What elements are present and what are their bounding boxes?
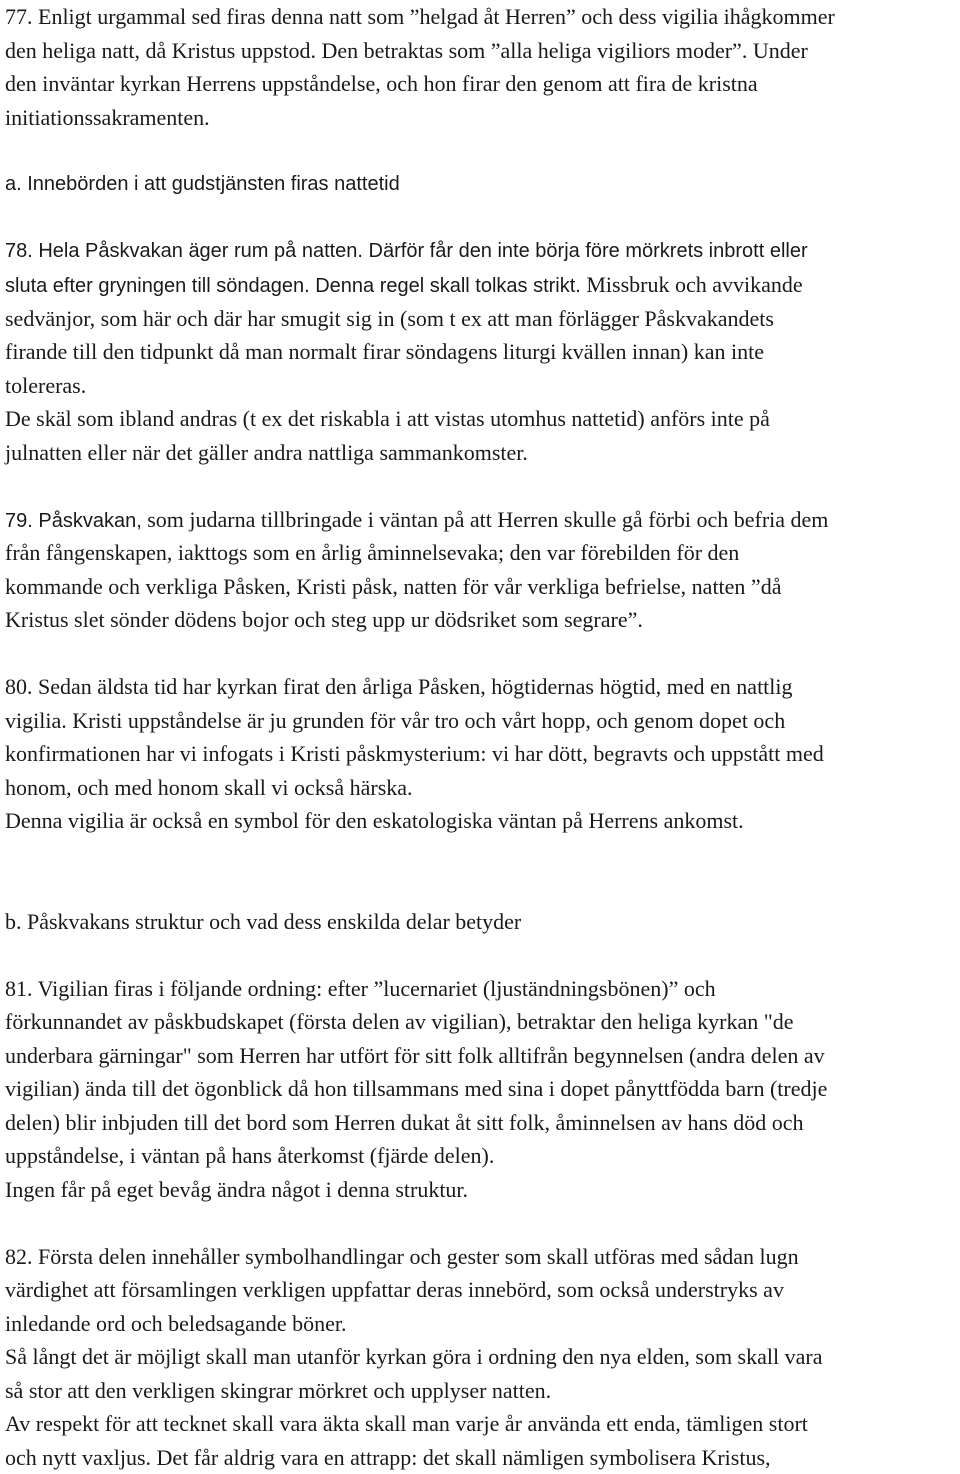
text-line: tolereras. <box>5 372 87 398</box>
paragraph-79 <box>5 503 955 637</box>
text-line: Så långt det är möjligt skall man utanför kyrkan göra i ordning den nya elden, som skall vara <box>5 1344 823 1369</box>
text-line: från fångenskapen, iakttogs som en årlig åminnelsevaka; den var förebilden för den <box>5 540 740 565</box>
text-line: 82. Första delen innehåller symbolhandlingar och gester som skall utföras med sådan lugn <box>5 1243 799 1269</box>
text-line: förkunnandet av påskbudskapet (första delen av vigilian), betraktar den heliga kyrkan "de <box>5 1009 794 1034</box>
text-line: vigilia. Kristi uppståndelse är ju grunden för vår tro och vårt hopp, och genom dopet och <box>5 707 786 733</box>
text-line: sedvänjor, som här och där har smugit sig in (som t ex att man förlägger Påskvakandets <box>5 305 774 331</box>
text-line: inledande ord och beledsagande böner. <box>5 1310 347 1336</box>
text-line: firande till den tidpunkt då man normalt firar söndagens liturgi kvällen innan) kan inte <box>5 339 765 364</box>
text-line: Ingen får på eget bevåg ändra något i denna struktur. <box>5 1176 469 1202</box>
text-line: delen) blir inbjuden till det bord som Herren dukat åt sitt folk, åminnelsen av hans död och <box>5 1109 804 1135</box>
section-heading-a: a. Innebörden i att gudstjänsten firas nattetid <box>5 172 400 195</box>
paragraph-82 <box>5 1240 955 1474</box>
paragraph-77 <box>5 0 955 134</box>
paragraph-80 <box>5 670 955 838</box>
text-line: initiationssakramenten. <box>5 104 210 130</box>
text-span: 79. Påskvakan, <box>5 509 142 532</box>
section-heading-b: b. Påskvakans struktur och vad dess enskilda delar betyder <box>5 908 522 934</box>
text-line: och nytt vaxljus. Det får aldrig vara en attrapp: det skall nämligen symbolisera Kristus, <box>5 1444 771 1470</box>
text-line: underbara gärningar" som Herren har utfört för sitt folk alltifrån begynnelsen (andra delen av <box>5 1042 825 1068</box>
paragraph-81 <box>5 972 955 1207</box>
text-line: värdighet att församlingen verkligen uppfattar deras innebörd, som också understryks av <box>5 1277 784 1302</box>
text-line: 80. Sedan äldsta tid har kyrkan firat den årliga Påsken, högtidernas högtid, med en nattlig <box>5 674 793 699</box>
text-line: 77. Enligt urgammal sed firas denna natt som ”helgad åt Herren” och dess vigilia ihågkommer <box>5 4 835 29</box>
text-line: uppståndelse, i väntan på hans återkomst (fjärde delen). <box>5 1143 495 1168</box>
spacer <box>5 201 955 235</box>
text-span: som judarna tillbringade i väntan på att Herren skulle gå förbi och befria dem <box>141 506 829 532</box>
text-line: så stor att den verkligen skingrar mörkret och upplyser natten. <box>5 1377 552 1403</box>
text-line: 81. Vigilian firas i följande ordning: efter ”lucernariet (ljuständningsbönen)” och <box>5 975 716 1001</box>
text-line: den heliga natt, då Kristus uppstod. Den betraktas som ”alla heliga vigiliors moder”. Under <box>5 37 808 63</box>
text-line: vigilian) ända till det ögonblick då hon tillsammans med sina i dopet pånyttfödda barn (tredje <box>5 1076 828 1101</box>
spacer <box>5 838 955 905</box>
text-line: Av respekt för att tecknet skall vara äkta skall man varje år använda ett enda, tämligen stort <box>5 1411 808 1436</box>
text-span: Missbruk och avvikande <box>580 272 803 297</box>
text-span: sluta efter gryningen till söndagen. Denna regel skall tolkas strikt. <box>5 275 581 297</box>
text-line <box>5 503 955 537</box>
spacer <box>5 1206 955 1240</box>
spacer <box>5 637 955 671</box>
text-line <box>5 268 955 302</box>
spacer <box>5 938 955 972</box>
spacer <box>5 134 955 168</box>
spacer <box>5 469 955 503</box>
text-line: konfirmationen har vi infogats i Kristi påskmysterium: vi har dött, begravts och uppstått med <box>5 741 824 766</box>
text-line: De skäl som ibland andras (t ex det riskabla i att vistas utomhus nattetid) anförs inte på <box>5 406 770 431</box>
text-line: honom, och med honom skall vi också härska. <box>5 774 413 800</box>
text-line: kommande och verkliga Påsken, Kristi påsk, natten för vår verkliga befrielse, natten ”då <box>5 573 782 599</box>
paragraph-78 <box>5 235 955 470</box>
document-page <box>5 0 955 1474</box>
text-line: den inväntar kyrkan Herrens uppståndelse, och hon firar den genom att fira de kristna <box>5 71 758 96</box>
text-line: Kristus slet sönder dödens bojor och steg upp ur dödsriket som segrare”. <box>5 607 643 632</box>
text-line: julnatten eller när det gäller andra nattliga sammankomster. <box>5 439 528 465</box>
text-line: Denna vigilia är också en symbol för den eskatologiska väntan på Herrens ankomst. <box>5 808 744 833</box>
text-line: 78. Hela Påskvakan äger rum på natten. Därför får den inte börja före mörkrets inbrott eller <box>5 239 808 262</box>
